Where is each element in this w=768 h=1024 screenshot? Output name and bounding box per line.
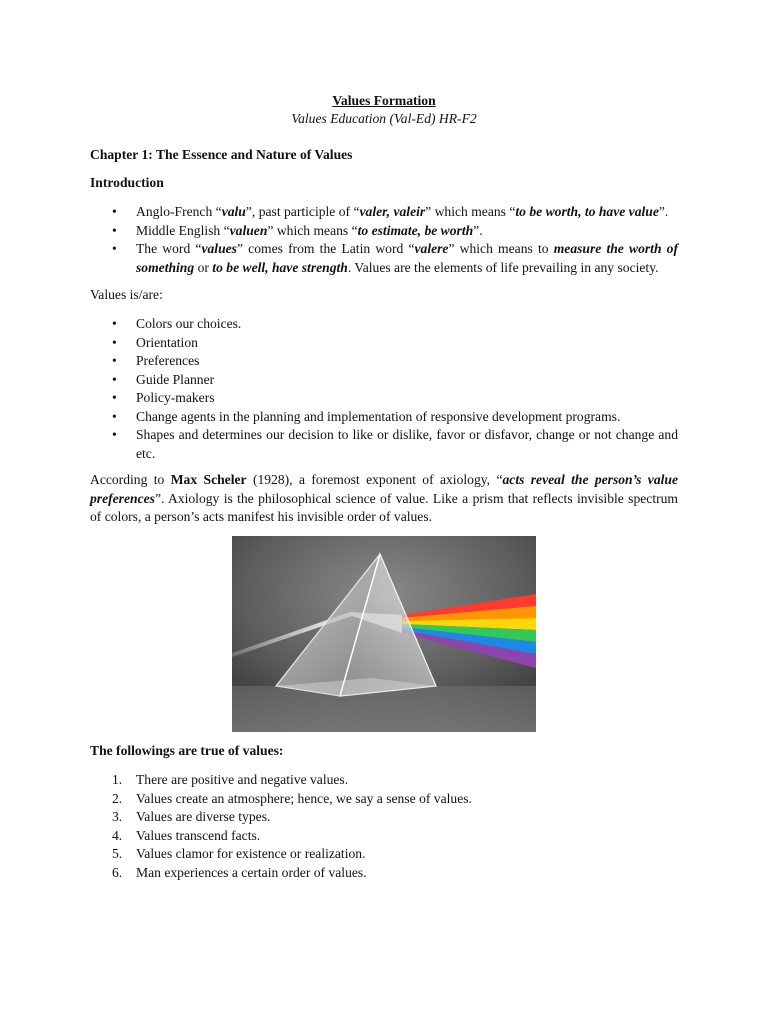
list-item: 6. Man experiences a certain order of values.: [112, 864, 367, 880]
list-item: 5. Values clamor for existence or realization.: [112, 846, 366, 861]
text-run: to estimate, be worth: [357, 222, 474, 238]
text-run: ” comes from the Latin word “: [236, 241, 415, 256]
text-run: acts reveal the person’s value preferences: [90, 472, 679, 506]
scheler-paragraph: [90, 471, 678, 527]
text-run: ”. Axiology is the philosophical science of value. Like a prism that reflects invisible spectrum of colors, a person’s acts manifest his invisible order of values.: [90, 490, 678, 524]
list-item: • Shapes and determines our decision to like or dislike, favor or disfavor, change or not change and etc.: [90, 426, 678, 463]
text-run: (1928), a foremost exponent of axiology, “: [246, 472, 503, 487]
text-run: ” which means “: [425, 204, 516, 219]
text-run: ” which means “: [267, 222, 358, 238]
etymology-item: [90, 222, 678, 241]
text-run: valer, valeir: [359, 204, 426, 219]
list-item: • Guide Planner: [90, 371, 678, 390]
text-run: Anglo-French “: [136, 204, 222, 219]
text-run: values: [201, 241, 237, 256]
prism-image: [232, 536, 536, 732]
text-run: ”.: [473, 222, 483, 238]
values-list: [90, 315, 678, 463]
list-item: 2. Values create an atmosphere; hence, we say a sense of values.: [112, 790, 472, 806]
text-run: valuen: [229, 222, 268, 238]
truths-list: [90, 771, 678, 882]
text-run: Middle English “: [136, 222, 230, 238]
text-run: valu: [221, 204, 246, 219]
list-item: • Change agents in the planning and implementation of responsive development programs.: [90, 408, 678, 427]
etymology-item: [90, 203, 678, 222]
document-title: Values Formation: [332, 93, 436, 108]
chapter-heading: Chapter 1: The Essence and Nature of Values: [90, 147, 353, 162]
list-item: 3. Values are diverse types.: [112, 809, 271, 824]
text-run: The word “: [136, 241, 202, 256]
list-item: • Policy-makers: [90, 389, 678, 408]
list-item: 4. Values transcend facts.: [112, 827, 261, 843]
text-run: valere: [414, 241, 449, 256]
etymology-item: [90, 240, 678, 277]
text-run: or: [194, 259, 213, 275]
introduction-heading: Introduction: [90, 175, 164, 190]
text-run: ” which means to: [448, 241, 554, 256]
text-run: measure the worth of something: [136, 241, 679, 275]
prism-light-dispersion-image: [232, 536, 536, 732]
text-run: ”, past participle of “: [245, 204, 360, 219]
values-label: Values is/are:: [90, 287, 163, 302]
document-subtitle: Values Education (Val-Ed) HR-F2: [291, 111, 477, 126]
text-run: . Values are the elements of life prevailing in any society.: [347, 259, 659, 275]
list-item: • Orientation: [90, 334, 678, 353]
etymology-list: [90, 203, 678, 277]
list-item: 1. There are positive and negative values.: [112, 772, 349, 787]
text-run: ”.: [658, 204, 669, 219]
text-run: to be well, have strength: [212, 259, 348, 275]
list-item: • Colors our choices.: [90, 315, 678, 334]
text-run: According to: [90, 472, 171, 487]
list-item: • Preferences: [90, 352, 678, 371]
truths-heading: The followings are true of values:: [90, 743, 284, 758]
text-run: to be worth, to have value: [515, 204, 659, 219]
text-run: Max Scheler: [170, 472, 247, 487]
